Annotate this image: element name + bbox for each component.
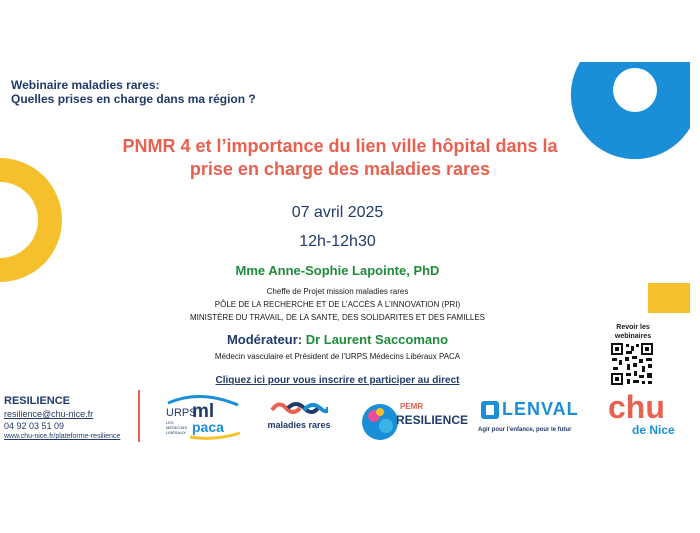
event-date: 07 avril 2025 [291,204,384,221]
maladies-rares-logo [266,398,332,438]
speaker-role2: PÔLE DE LA RECHERCHE ET DE L’ACCÈS À L’INNOVATION (PRI) [214,300,461,309]
blue-ring-hole [613,68,657,112]
register-link[interactable]: Cliquez ici pour vous inscrire et participer au direct [215,375,460,386]
moderator-label: Modérateur: [226,332,303,347]
speaker-role3: MINISTÈRE DU TRAVAIL, DE LA SANTE, DES SOLIDARITES ET DES FAMILLES [189,313,486,322]
lenval-text: LENVAL [502,399,579,419]
maladies-rares-text: maladies rares [267,420,331,430]
pemr-resilience-text: RESILIENCE [396,413,469,427]
event-time: 12h-12h30 [299,233,376,250]
pemr-resilience-logo [360,396,469,442]
pemr-globe-icon [360,402,400,442]
resilience-title: RESILIENCE [4,395,71,407]
qr-label-line1: Revoir les [616,324,650,331]
urps-sub-line2: MÉDECINS [166,425,188,430]
header-line1: Webinaire maladies rares: [11,78,160,92]
urps-sub-line3: LIBÉRAUX [166,430,186,435]
header-line2: Quelles prises en charge dans ma région ? [11,92,256,106]
maladies-rares-waves-icon [270,398,328,416]
urps-sub-line1: LES [166,420,174,425]
chu-nice-logo [606,389,690,443]
moderator-role: Médecin vasculaire et Président de l’URPS Médecins Libéraux PACA [214,352,461,361]
chu-de-nice-text: de Nice [632,423,675,437]
chu-text: chu [608,389,665,425]
pemr-text: PEMR [400,402,424,411]
urps-paca-text: paca [192,419,224,435]
speaker-name: Mme Anne-Sophie Lapointe, PhD [235,263,440,278]
speaker-role1: Cheffe de Projet mission maladies rares [266,287,409,296]
resilience-email-link[interactable]: resilience@chu-nice.fr [4,409,94,419]
resilience-phone: 04 92 03 51 09 [4,421,65,431]
urps-text: URPS [166,407,197,419]
qr-label [605,323,661,341]
moderator [0,332,675,347]
qr-code-icon[interactable] [610,342,654,386]
contact-divider [138,390,140,442]
title-line2: prise en charge des maladies rares [189,159,491,179]
webinar-header [11,78,256,106]
lenval-icon [480,400,500,420]
lenval-logo [478,398,593,442]
resilience-url-link[interactable]: www.chu-nice.fr/plateforme-resilience [4,433,121,440]
event-title [40,135,640,181]
lenval-tagline: Agir pour l’enfance, pour le futur [478,427,572,433]
title-line1: PNMR 4 et l’importance du lien ville hôpital dans la [122,136,558,156]
qr-label-line2: webinaires [614,333,652,340]
urps-ml-paca-logo [160,393,245,443]
moderator-name: Dr Laurent Saccomano [302,332,449,347]
urps-ml-text: ml [192,401,215,422]
